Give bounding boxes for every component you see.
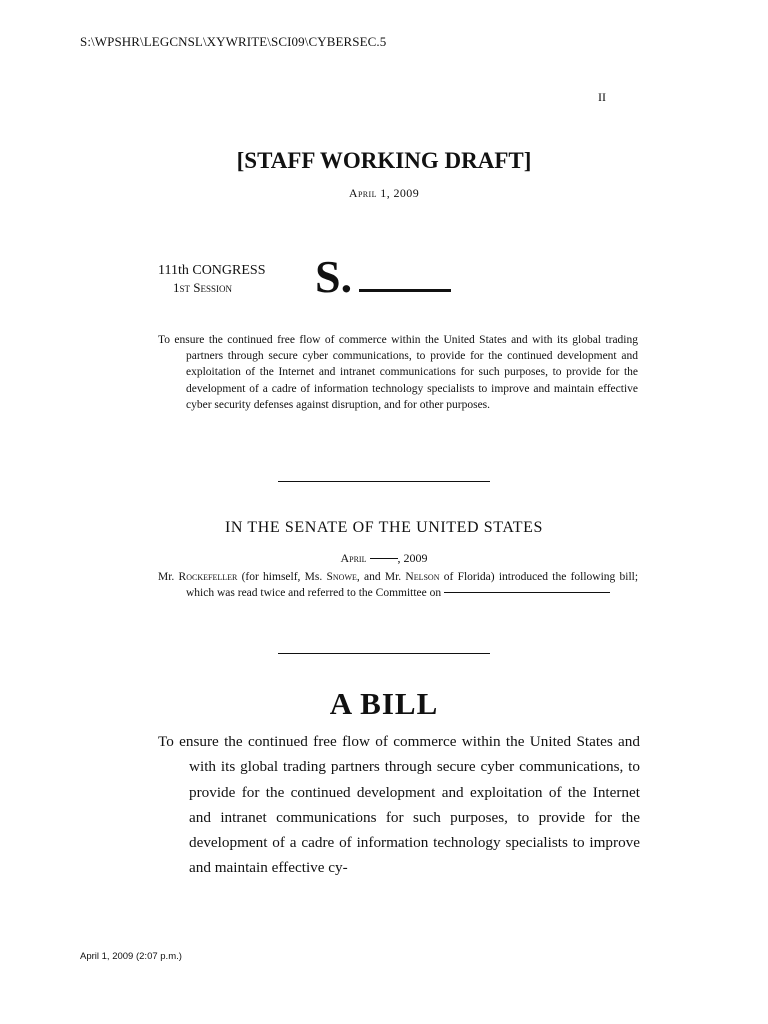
draft-date: April 1, 2009: [348, 186, 420, 200]
draft-title: [STAFF WORKING DRAFT]: [236, 148, 532, 173]
page-code: II: [598, 90, 606, 104]
sponsor-text: (for himself, Ms.: [241, 571, 323, 583]
bill-heading: A BILL: [329, 686, 439, 721]
short-purpose-text: To ensure the continued free flow of commerce within the United States and with its global trading partners through secure cyber communications, to provide for the continued development and exploitation of the Internet and intranet communications for such purposes, to provide for the development of a cadre of information technology specialists to improve and maintain effective cyber security defenses against disruption, and for other purposes.: [158, 334, 638, 411]
intro-date-month: April: [340, 551, 367, 565]
bill-number-blank: [359, 289, 451, 292]
congress-session: 1st Session: [173, 280, 232, 295]
sponsor-title: Mr.: [158, 571, 175, 583]
sponsor-text: , and Mr.: [356, 571, 402, 583]
date-blank: [370, 558, 398, 559]
cosponsor-name: Nelson: [405, 571, 440, 583]
sponsor-paragraph: [158, 569, 638, 601]
sponsor-text: of Florida) introduced the following bill; which was read twice and referred to the Committee on: [186, 571, 639, 600]
sponsor-name: Rockefeller: [178, 571, 238, 583]
committee-blank: [444, 592, 610, 593]
divider-rule: [278, 653, 490, 654]
bill-long-title: To ensure the continued free flow of commerce within the United States and with its global trading partners through secure cyber communications, to provide for the continued development and exploitation of the Internet and intranet communications for such purposes, to provide for the development of a cadre of information technology specialists to improve and maintain effective cy-: [158, 733, 640, 877]
cosponsor-name: Snowe: [326, 571, 357, 583]
intro-date-year: , 2009: [397, 551, 428, 565]
senate-heading: IN THE SENATE OF THE UNITED STATES: [224, 519, 544, 536]
divider-rule: [278, 481, 490, 482]
footer-timestamp: April 1, 2009 (2:07 p.m.): [80, 951, 182, 962]
introduction-date: [0, 551, 768, 566]
congress-number: 111th CONGRESS: [158, 263, 266, 278]
file-path: S:\WPSHR\LEGCNSL\XYWRITE\SCI09\CYBERSEC.5: [80, 34, 387, 49]
bill-designation: S.: [315, 251, 353, 302]
